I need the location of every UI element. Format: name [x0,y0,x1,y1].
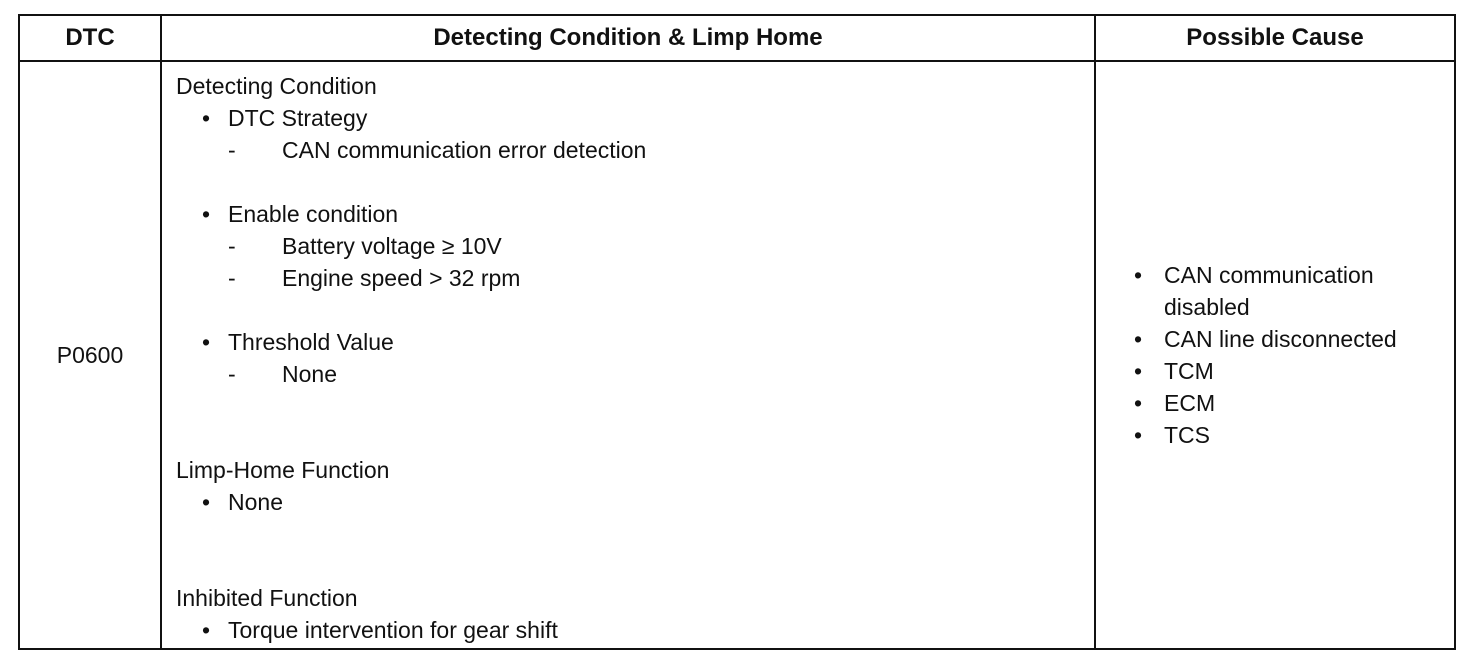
possible-cause-list [1096,259,1454,451]
dash-icon: - [228,137,236,163]
enable-condition-label: Enable condition [228,201,399,227]
bullet-icon: • [1134,358,1143,384]
limp-home-heading: Limp-Home Function [176,457,390,483]
header-possible-cause: Possible Cause [1095,15,1455,61]
list-item [176,102,1094,134]
dash-icon: - [228,361,236,387]
bullet-icon: • [202,105,211,131]
bullet-icon: • [202,489,211,515]
inhibited-function-heading: Inhibited Function [176,585,358,611]
list-item [1134,387,1454,419]
bullet-icon: • [1134,390,1143,416]
possible-cause-item: TCS [1164,422,1210,448]
possible-cause-item: CAN line disconnected [1164,326,1397,352]
possible-cause-item: ECM [1164,390,1216,416]
header-row [19,15,1455,61]
condition-cell [161,61,1095,649]
bullet-icon: • [202,201,211,227]
header-dtc: DTC [19,15,161,61]
bullet-icon: • [202,329,211,355]
threshold-value-label: Threshold Value [228,329,394,355]
dtc-table [18,14,1456,650]
bullet-icon: • [1134,326,1143,352]
list-item [176,486,1094,518]
list-item [176,326,1094,358]
table-row [19,61,1455,649]
dtc-strategy-label: DTC Strategy [228,105,368,131]
dash-icon: - [228,233,236,259]
list-item [1134,323,1454,355]
list-item [176,358,1094,390]
list-item [176,134,1094,166]
enable-condition-item: Engine speed > 32 rpm [282,265,521,291]
possible-cause-item: TCM [1164,358,1214,384]
detecting-condition-heading: Detecting Condition [176,73,377,99]
header-condition: Detecting Condition & Limp Home [161,15,1095,61]
bullet-icon: • [1134,422,1143,448]
bullet-icon: • [1134,262,1143,288]
threshold-value-item: None [282,361,337,387]
bullet-icon: • [202,617,211,643]
dash-icon: - [228,265,236,291]
list-item [1134,355,1454,387]
list-item [176,198,1094,230]
list-item [1134,259,1454,323]
possible-cause-cell [1095,61,1455,649]
list-item [1134,419,1454,451]
list-item [176,614,1094,646]
possible-cause-item: CAN communication disabled [1164,262,1374,320]
list-item [176,262,1094,294]
enable-condition-item: Battery voltage ≥ 10V [282,233,502,259]
dtc-strategy-item: CAN communication error detection [282,137,647,163]
list-item [176,230,1094,262]
dtc-code: P0600 [19,61,161,649]
inhibited-function-item: Torque intervention for gear shift [228,617,558,643]
limp-home-item: None [228,489,283,515]
